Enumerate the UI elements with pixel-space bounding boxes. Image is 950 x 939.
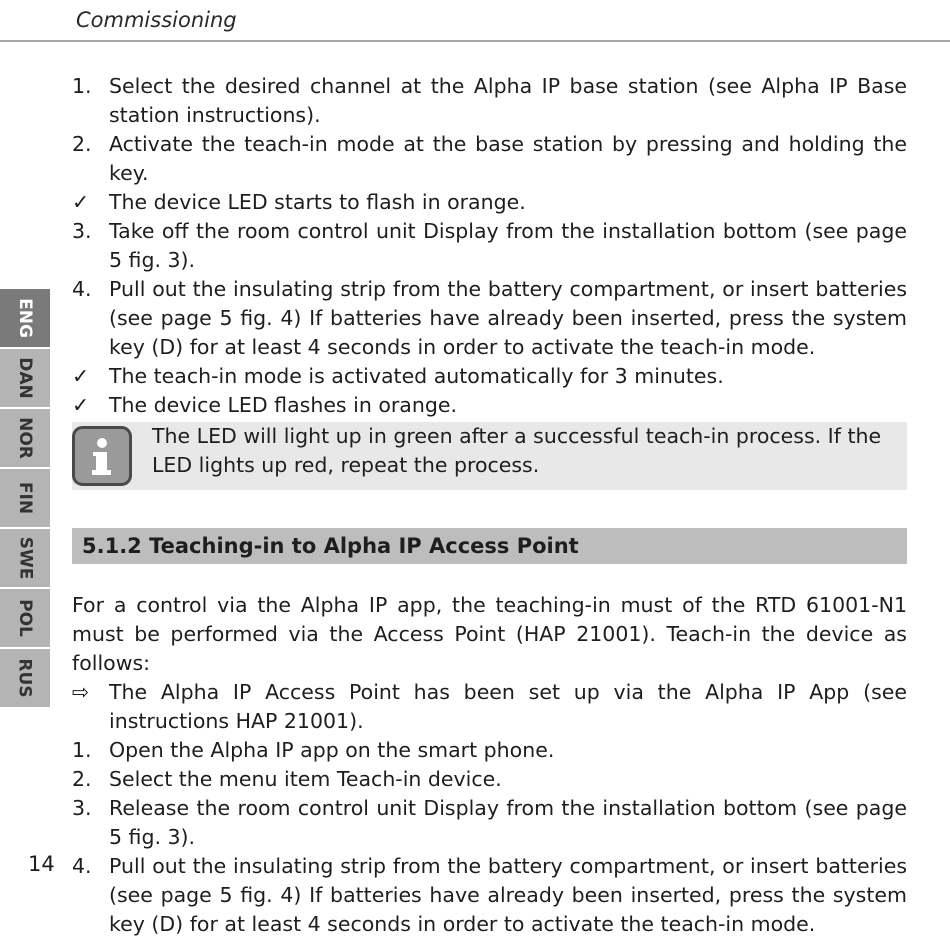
list-item-text: Pull out the insulating strip from the battery compartment, or insert batteries (see page 5 fig. 4) If batteries have already been inserted, press the system key (D) for at least 4 seconds in order to activate the teach-in mode. [109, 854, 907, 936]
language-tab-label: SWE [14, 536, 35, 580]
list-item [72, 765, 907, 794]
list-item [72, 391, 907, 420]
list-item-text: The Alpha IP Access Point has been set up via the Alpha IP App (see instructions HAP 21001). [109, 680, 907, 733]
language-tab-label: RUS [14, 658, 35, 698]
list-marker: 3. [72, 796, 92, 820]
list-item [72, 72, 907, 130]
list-item [72, 794, 907, 852]
section-heading: 5.1.2 Teaching-in to Alpha IP Access Point [72, 528, 907, 564]
language-tab-pol[interactable] [0, 589, 50, 647]
page-content [72, 72, 907, 939]
list-item-text: Open the Alpha IP app on the smart phone. [109, 738, 555, 762]
list-item-text: The device LED starts to flash in orange. [109, 190, 526, 214]
teach-in-steps-base-station [72, 72, 907, 420]
language-tab-label: ENG [14, 298, 35, 338]
list-item-text: Activate the teach-in mode at the base station by pressing and holding the key. [109, 132, 907, 185]
teach-in-steps-access-point [72, 678, 907, 939]
list-item [72, 188, 907, 217]
page-number: 14 [28, 852, 55, 876]
list-item [72, 362, 907, 391]
list-item-text: Select the desired channel at the Alpha IP base station (see Alpha IP Base station instructions). [109, 74, 907, 127]
list-item [72, 852, 907, 939]
checkmark-icon: ✓ [72, 190, 90, 214]
list-item [72, 130, 907, 188]
language-tabs [0, 289, 50, 709]
list-item [72, 678, 907, 736]
list-item [72, 736, 907, 765]
list-item-text: Release the room control unit Display from the installation bottom (see page 5 fig. 3). [109, 796, 907, 849]
list-item [72, 275, 907, 362]
list-marker: 1. [72, 74, 92, 98]
info-icon-graphic [72, 426, 132, 486]
list-item [72, 217, 907, 275]
language-tab-nor[interactable] [0, 409, 50, 467]
language-tab-label: DAN [15, 357, 35, 399]
language-tab-dan[interactable] [0, 349, 50, 407]
list-marker: 4. [72, 277, 92, 301]
page-header-title: Commissioning [76, 8, 237, 32]
language-tab-label: POL [15, 599, 35, 637]
list-item-text: The device LED flashes in orange. [109, 393, 457, 417]
list-marker: 2. [72, 767, 92, 791]
list-marker: 2. [72, 132, 92, 156]
language-tab-eng[interactable] [0, 289, 50, 347]
language-tab-label: NOR [15, 417, 35, 459]
checkmark-icon: ✓ [72, 364, 90, 388]
info-note-text: The LED will light up in green after a successful teach-in process. If the LED lights up red, repeat the process. [152, 424, 882, 477]
header-divider [0, 40, 950, 42]
list-marker: 3. [72, 219, 92, 243]
list-marker: 1. [72, 738, 92, 762]
arrow-right-icon: ⇨ [72, 680, 90, 704]
language-tab-rus[interactable] [0, 649, 50, 707]
list-item-text: Take off the room control unit Display from the installation bottom (see page 5 fig. 3). [109, 219, 907, 272]
list-marker: 4. [72, 854, 92, 878]
info-note [72, 422, 907, 490]
language-tab-label: FIN [14, 481, 35, 515]
list-item-text: Select the menu item Teach-in device. [109, 767, 502, 791]
language-tab-swe[interactable] [0, 529, 50, 587]
list-item-text: The teach-in mode is activated automatically for 3 minutes. [109, 364, 724, 388]
checkmark-icon: ✓ [72, 393, 90, 417]
list-item-text: Pull out the insulating strip from the battery compartment, or insert batteries (see page 5 fig. 4) If batteries have already been inserted, press the system key (D) for at least 4 seconds in order to activate the teach-in mode. [109, 277, 907, 359]
intro-paragraph: For a control via the Alpha IP app, the teaching-in must of the RTD 61001-N1 must be performed via the Access Point (HAP 21001). Teach-in the device as follows: [72, 593, 907, 675]
language-tab-fin[interactable] [0, 469, 50, 527]
info-icon [72, 422, 152, 490]
